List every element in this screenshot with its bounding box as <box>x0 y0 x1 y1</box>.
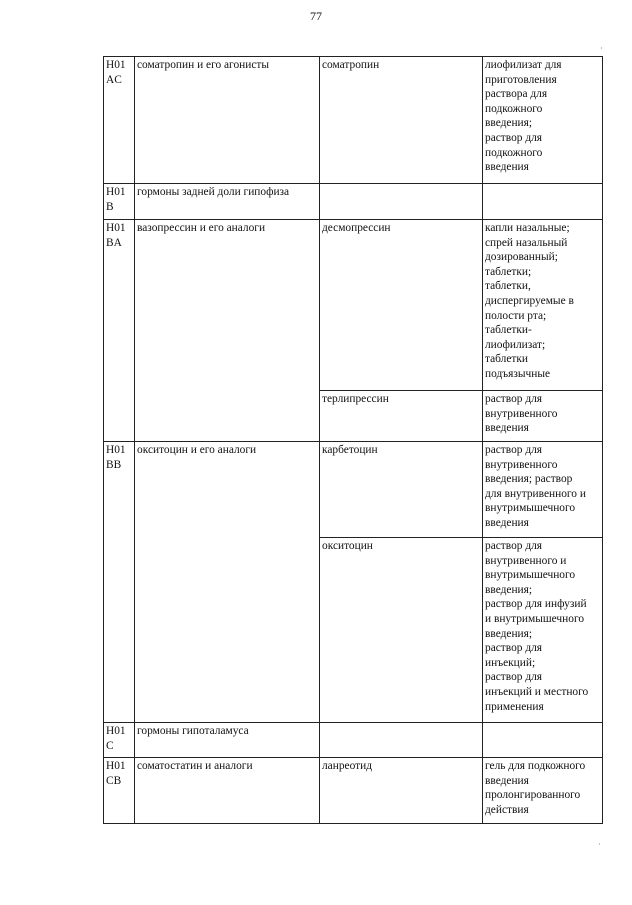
atc-code-cell: H01 BB <box>104 442 135 723</box>
table-row <box>104 442 603 538</box>
table-row <box>104 758 603 824</box>
scan-speck: · <box>598 840 601 849</box>
atc-code-cell: H01 CB <box>104 758 135 824</box>
scan-speck: · <box>600 44 603 53</box>
page-number: 77 <box>310 9 322 23</box>
drug-name-cell: десмопрессин <box>320 220 483 391</box>
atc-code-cell: H01 B <box>104 184 135 220</box>
atc-group-cell: вазопрессин и его аналоги <box>135 220 320 442</box>
atc-code-cell: H01 C <box>104 723 135 758</box>
drug-name-cell: терлипрессин <box>320 391 483 442</box>
atc-group-cell: гормоны гипоталамуса <box>135 723 320 758</box>
drug-name-cell: карбетоцин <box>320 442 483 538</box>
table-row <box>104 723 603 758</box>
drug-name-cell: ланреотид <box>320 758 483 824</box>
atc-group-cell: соматостатин и аналоги <box>135 758 320 824</box>
atc-code-cell: H01 AC <box>104 57 135 184</box>
drug-name-cell <box>320 184 483 220</box>
drug-name-cell <box>320 723 483 758</box>
dosage-form-cell: лиофилизат для приготовления раствора для подкожного введения; раствор для подкожного введения <box>483 57 603 184</box>
atc-group-cell: соматропин и его агонисты <box>135 57 320 184</box>
dosage-form-cell: гель для подкожного введения пролонгированного действия <box>483 758 603 824</box>
atc-code-cell: H01 BA <box>104 220 135 442</box>
drug-name-cell: окситоцин <box>320 538 483 723</box>
table-row <box>104 220 603 391</box>
dosage-form-cell <box>483 184 603 220</box>
drug-table <box>103 56 603 824</box>
dosage-form-cell: раствор для внутривенного и внутримышечного введения; раствор для инфузий и внутримышечного введения; раствор для инъекций; раствор для инъекций и местного применения <box>483 538 603 723</box>
drug-name-cell: соматропин <box>320 57 483 184</box>
dosage-form-cell: раствор для внутривенного введения; раствор для внутривенного и внутримышечного введения <box>483 442 603 538</box>
atc-group-cell: окситоцин и его аналоги <box>135 442 320 723</box>
dosage-form-cell <box>483 723 603 758</box>
table-row <box>104 57 603 184</box>
table-row <box>104 184 603 220</box>
dosage-form-cell: капли назальные; спрей назальный дозированный; таблетки; таблетки, диспергируемые в полости рта; таблетки- лиофилизат; таблетки подъязычные <box>483 220 603 391</box>
atc-group-cell: гормоны задней доли гипофиза <box>135 184 320 220</box>
dosage-form-cell: раствор для внутривенного введения <box>483 391 603 442</box>
